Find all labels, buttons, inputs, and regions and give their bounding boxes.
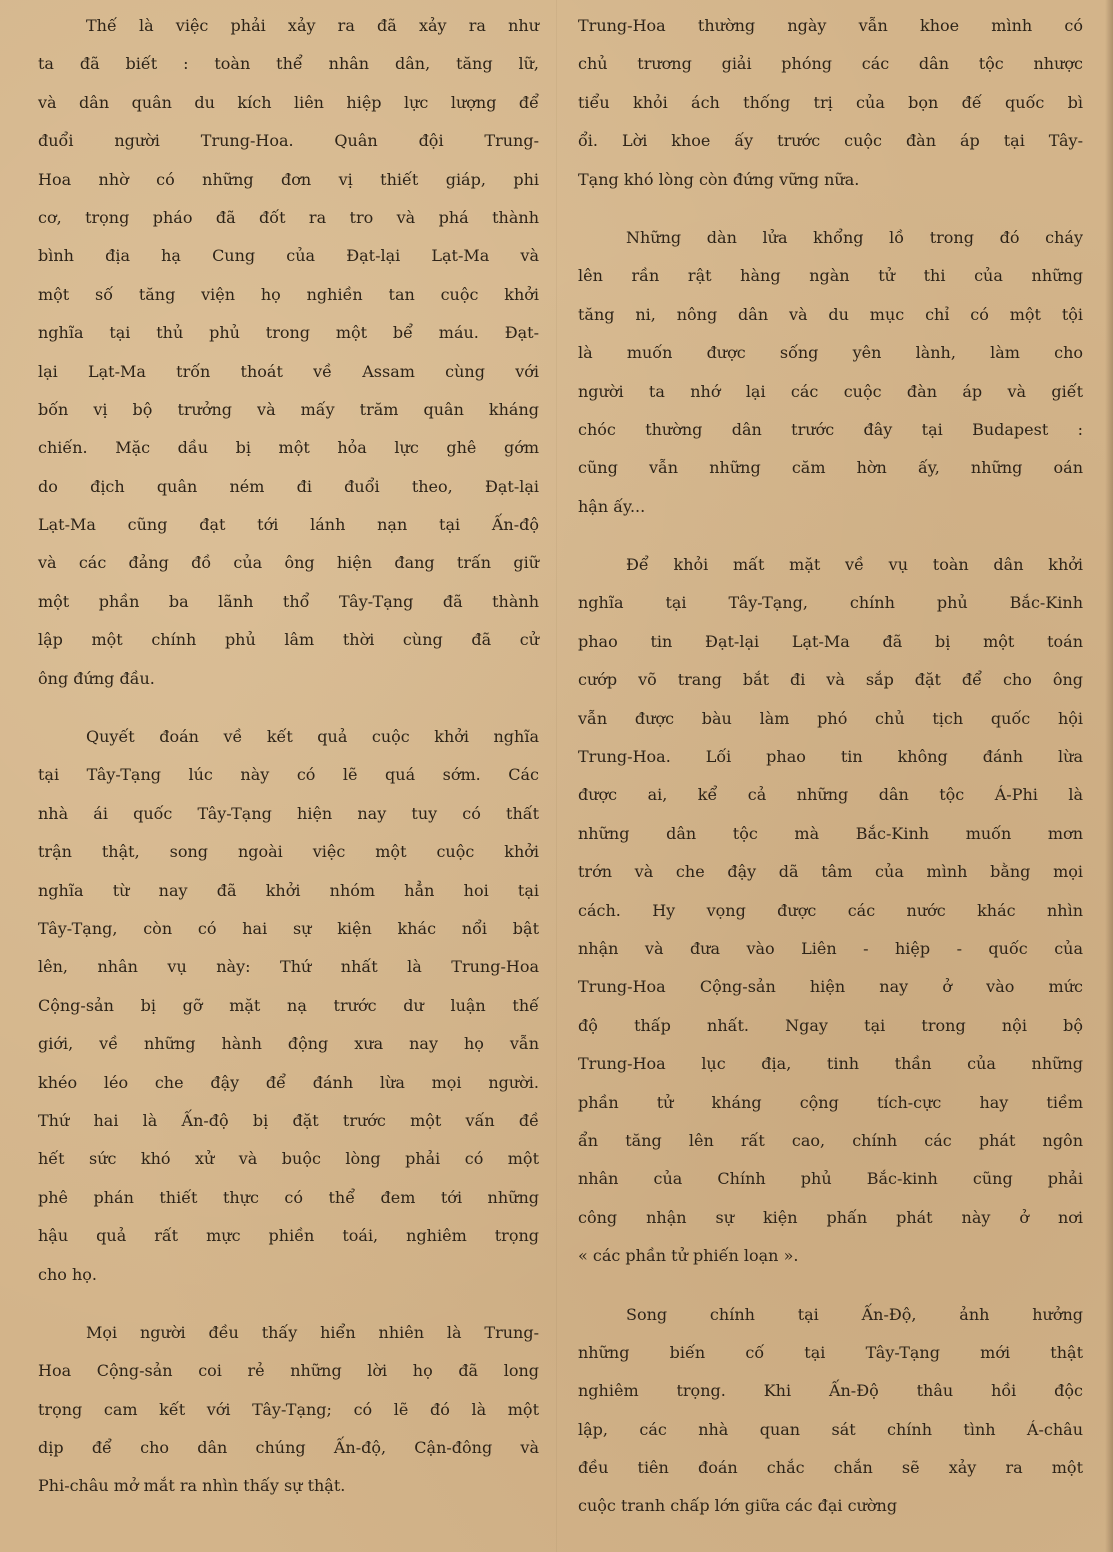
text-line: cách. Hy vọng được các nước khác nhìn [578,900,1083,920]
text-line: Phi-châu mở mắt ra nhìn thấy sự thật. [38,1476,346,1496]
text-line: phê phán thiết thực có thể đem tới những [38,1187,539,1207]
text-line: bình địa hạ Cung của Đạt-lại Lạt-Ma và [38,246,539,266]
text-line: cướp võ trang bắt đi và sắp đặt để cho ông [578,670,1083,690]
text-line: tại Tây-Tạng lúc này có lẽ quá sớm. Các [38,765,539,785]
text-line: ông đứng đầu. [38,668,155,688]
text-line: đuổi người Trung-Hoa. Quân đội Trung- [38,131,539,151]
text-line: chủ trương giải phóng các dân tộc nhược [578,54,1083,74]
text-line: Hoa nhờ có những đơn vị thiết giáp, phi [38,169,539,189]
text-line: đều tiên đoán chắc chắn sẽ xảy ra một [578,1458,1083,1478]
text-line: giới, về những hành động xưa nay họ vẫn [38,1034,539,1054]
text-line: « các phần tử phiến loạn ». [578,1246,799,1266]
paragraph [578,16,1083,208]
text-line: cho họ. [38,1264,98,1284]
text-line: Thứ hai là Ấn-độ bị đặt trước một vấn đề [38,1110,539,1130]
text-line: một phần ba lãnh thổ Tây-Tạng đã thành [38,591,539,611]
text-line: nhận và đưa vào Liên - hiệp - quốc của [578,938,1083,958]
paragraph [38,16,539,707]
text-line: lại Lạt-Ma trốn thoát về Assam cùng với [38,361,539,381]
paragraph [578,228,1083,535]
text-line: chiến. Mặc dầu bị một hỏa lực ghê gớm [38,438,539,458]
text-line: cơ, trọng pháo đã đốt ra tro và phá thành [38,207,539,227]
text-line: hết sức khó xử và buộc lòng phải có một [38,1149,539,1169]
text-line: ẩn tăng lên rất cao, chính các phát ngôn [578,1130,1083,1150]
text-line: lập một chính phủ lâm thời cùng đã cử [38,630,539,650]
text-line: trận thật, song ngoài việc một cuộc khởi [38,842,539,862]
text-line: độ thấp nhất. Ngay tại trong nội bộ [578,1015,1083,1035]
right-column [578,16,1083,1552]
text-line: và dân quân du kích liên hiệp lực lượng để [38,92,539,112]
text-line: Mọi người đều thấy hiển nhiên là Trung- [86,1322,539,1342]
paragraph [38,727,539,1303]
text-line: người ta nhớ lại các cuộc đàn áp và giết [578,381,1083,401]
text-line: phần tử kháng cộng tích-cực hay tiềm [578,1092,1083,1112]
column-gutter [556,0,557,1552]
paragraph [578,555,1083,1284]
text-line: ổi. Lời khoe ấy trước cuộc đàn áp tại Tây- [578,131,1083,151]
text-line: công nhận sự kiện phấn phát này ở nơi [578,1207,1083,1227]
text-line: là muốn được sống yên lành, làm cho [578,343,1083,363]
text-line: những dân tộc mà Bắc-Kinh muốn mơn [578,823,1083,843]
text-line: Trung-Hoa Cộng-sản hiện nay ở vào mức [578,977,1083,997]
text-line: Trung-Hoa. Lối phao tin không đánh lừa [578,747,1083,767]
text-line: những biến cố tại Tây-Tạng mới thật [578,1342,1083,1362]
text-line: ta đã biết : toàn thể nhân dân, tăng lữ, [38,54,539,74]
paragraph [578,1305,1083,1535]
text-line: nhà ái quốc Tây-Tạng hiện nay tuy có thất [38,803,539,823]
text-line: lập, các nhà quan sát chính tình Á-châu [578,1419,1083,1439]
text-line: tiểu khỏi ách thống trị của bọn đế quốc bì [578,92,1083,112]
text-line: trớn và che đậy dã tâm của mình bằng mọi [578,862,1083,882]
text-line: Trung-Hoa thường ngày vẫn khoe mình có [578,16,1083,35]
text-line: bốn vị bộ trưởng và mấy trăm quân kháng [38,399,539,419]
page-edge-shadow [1105,0,1113,1552]
text-line: do địch quân ném đi đuổi theo, Đạt-lại [38,476,539,496]
text-line: được ai, kể cả những dân tộc Á-Phi là [578,785,1083,805]
text-columns [38,16,1083,1552]
text-line: phao tin Đạt-lại Lạt-Ma đã bị một toán [578,631,1083,651]
text-line: Hoa Cộng-sản coi rẻ những lời họ đã long [38,1361,539,1381]
text-line: chóc thường dân trước đây tại Budapest : [578,419,1083,439]
text-line: tăng ni, nông dân và du mục chỉ có một tội [578,304,1083,324]
text-line: Trung-Hoa lục địa, tinh thần của những [578,1054,1083,1074]
text-line: nghĩa từ nay đã khởi nhóm hẳn hoi tại [38,880,539,900]
left-column [38,16,543,1552]
text-line: Lạt-Ma cũng đạt tới lánh nạn tại Ấn-độ [38,515,539,535]
text-line: một số tăng viện họ nghiền tan cuộc khởi [38,284,539,304]
paragraph [38,1323,539,1515]
text-line: Quyết đoán về kết quả cuộc khởi nghĩa [86,727,539,747]
text-line: lên, nhân vụ này: Thứ nhất là Trung-Hoa [38,957,539,977]
text-line: Để khỏi mất mặt về vụ toàn dân khởi [626,555,1083,575]
text-line: lên rần rật hàng ngàn tử thi của những [578,266,1083,286]
text-line: cũng vẫn những căm hờn ấy, những oán [578,458,1083,478]
text-line: trọng cam kết với Tây-Tạng; có lẽ đó là một [38,1399,539,1419]
text-line: cuộc tranh chấp lớn giữa các đại cường [578,1496,898,1516]
text-line: dịp để cho dân chúng Ấn-độ, Cận-đông và [38,1438,539,1458]
text-line: Thế là việc phải xảy ra đã xảy ra như [86,16,539,35]
text-line: hận ấy... [578,496,646,516]
text-line: vẫn được bàu làm phó chủ tịch quốc hội [578,708,1083,728]
text-line: Những dàn lửa khổng lồ trong đó cháy [626,227,1083,247]
text-line: Tây-Tạng, còn có hai sự kiện khác nổi bật [38,918,539,938]
text-line: nghĩa tại Tây-Tạng, chính phủ Bắc-Kinh [578,593,1083,613]
text-line: khéo léo che đậy để đánh lừa mọi người. [38,1072,539,1092]
text-line: nhân của Chính phủ Bắc-kinh cũng phải [578,1169,1083,1189]
text-line: hậu quả rất mực phiền toái, nghiêm trọng [38,1226,539,1246]
text-line: Tạng khó lòng còn đứng vững nữa. [578,169,860,189]
text-line: và các đảng đồ của ông hiện đang trấn giữ [38,553,539,573]
text-line: Cộng-sản bị gỡ mặt nạ trước dư luận thế [38,995,539,1015]
text-line: nghiêm trọng. Khi Ấn-Độ thâu hồi độc [578,1381,1083,1401]
text-line: nghĩa tại thủ phủ trong một bể máu. Đạt- [38,323,539,343]
text-line: Song chính tại Ấn-Độ, ảnh hưởng [626,1304,1083,1324]
